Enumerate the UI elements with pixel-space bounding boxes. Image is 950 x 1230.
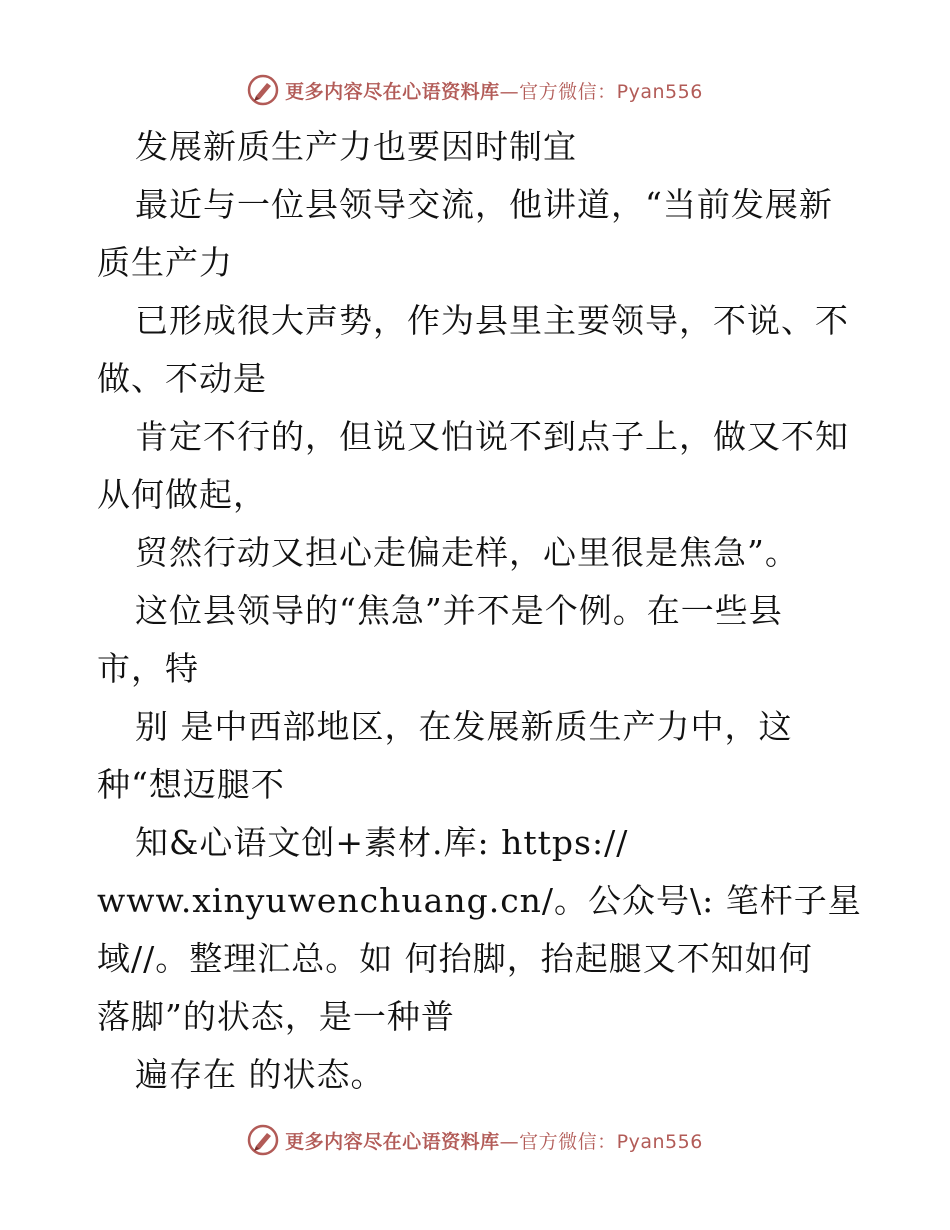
banner-text: 更多内容尽在心语资料库—官方微信：Pyan556 (285, 80, 703, 103)
paragraph-line: 遍存在 的状态。 (135, 1055, 385, 1094)
footer-banner (0, 1120, 950, 1160)
paragraph-line: 做、不动是 (97, 359, 267, 398)
paragraph-line: 从何做起， (97, 475, 267, 514)
paragraph-line: 最近与一位县领导交流，他讲道，“当前发展新 (135, 185, 833, 224)
paragraph-line: 市，特 (97, 649, 199, 688)
paragraph-line: www.xinyuwenchuang.cn/。公众号\: 笔杆子星 (97, 881, 862, 920)
paragraph-line: 已形成很大声势，作为县里主要领导，不说、不 (135, 301, 849, 340)
paragraph-line: 域//。整理汇总。如 何抬脚，抬起腿又不知如何 (97, 939, 813, 978)
header-banner (0, 70, 950, 110)
banner-text: 更多内容尽在心语资料库—官方微信：Pyan556 (285, 1130, 703, 1153)
heading-line: 发展新质生产力也要因时制宜 (135, 127, 577, 166)
paragraph-line: 贸然行动又担心走偏走样，心里很是焦急”。 (135, 533, 799, 572)
paragraph-line: 这位县领导的“焦急”并不是个例。在一些县 (135, 591, 783, 630)
paragraph-line: 种“想迈腿不 (97, 765, 285, 804)
pen-logo-icon (247, 1124, 279, 1156)
paragraph-line: 落脚”的状态，是一种普 (97, 997, 455, 1036)
pen-logo-icon (247, 74, 279, 106)
paragraph-line: 质生产力 (97, 243, 233, 282)
paragraph-line: 别 是中西部地区，在发展新质生产力中，这 (135, 707, 793, 746)
paragraph-line: 肯定不行的，但说又怕说不到点子上，做又不知 (135, 417, 849, 456)
document-body (97, 118, 862, 1104)
paragraph-line: 知&心语文创+素材.库: https:// (135, 823, 629, 862)
